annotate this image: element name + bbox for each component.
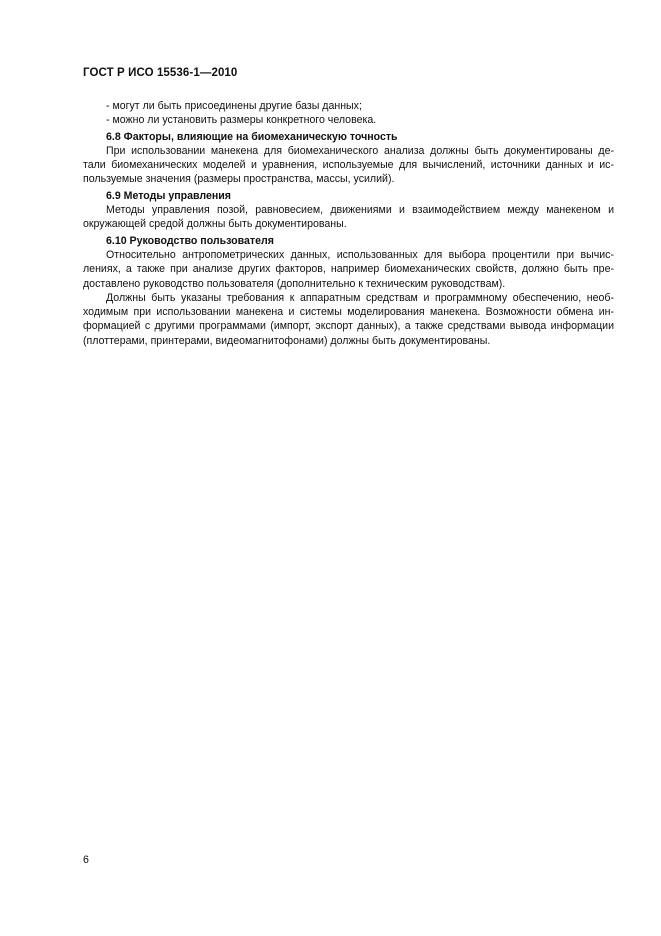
section-heading-6-8: 6.8 Факторы, влияющие на биомеханическую точность bbox=[106, 130, 398, 143]
paragraph-line: формацией с другими программами (импорт, экспорт данных), а также средствами вывода информации bbox=[83, 320, 614, 333]
page-number: 6 bbox=[83, 854, 89, 866]
paragraph-line: доставлено руководство пользователя (дополнительно к техническим руководствам). bbox=[83, 277, 506, 290]
paragraph-line: пользуемые значения (размеры пространства, массы, усилий). bbox=[83, 173, 395, 186]
paragraph-line: лениях, а также при анализе других факторов, например биомеханических свойств, должно быть пре- bbox=[83, 263, 614, 276]
section-heading-6-10: 6.10 Руководство пользователя bbox=[106, 234, 274, 247]
section-6-9-paragraph bbox=[83, 203, 614, 232]
paragraph-line: Методы управления позой, равновесием, движениями и взаимодействием между манекеном и bbox=[106, 204, 614, 217]
section-6-8-paragraph bbox=[83, 144, 614, 187]
paragraph-line: ходимым при использовании манекена и системы моделирования манекена. Возможности обмена ин- bbox=[83, 306, 614, 319]
paragraph-line: Должны быть указаны требования к аппаратным средствам и программному обеспечению, необ- bbox=[106, 291, 614, 304]
paragraph-line: (плоттерами, принтерами, видеомагнитофонами) должны быть документированы. bbox=[83, 334, 491, 347]
section-heading-6-9: 6.9 Методы управления bbox=[106, 189, 231, 202]
list-item: - можно ли установить размеры конкретного человека. bbox=[106, 114, 377, 127]
document-body bbox=[83, 99, 614, 348]
standard-header: ГОСТ Р ИСО 15536-1—2010 bbox=[83, 67, 238, 79]
list-item: - могут ли быть присоединены другие базы данных; bbox=[106, 100, 362, 112]
paragraph-line: При использовании манекена для биомеханического анализа должны быть документированы де- bbox=[106, 144, 614, 157]
paragraph-line: окружающей средой должны быть документированы. bbox=[83, 218, 347, 231]
section-6-10-paragraph-1 bbox=[83, 248, 614, 291]
section-6-10-paragraph-2 bbox=[83, 291, 614, 348]
paragraph-line: тали биомеханических моделей и уравнения, используемые для вычислений, источники данных и ис- bbox=[83, 159, 614, 172]
paragraph-line: Относительно антропометрических данных, использованных для выбора процентили при вычис- bbox=[106, 248, 614, 261]
